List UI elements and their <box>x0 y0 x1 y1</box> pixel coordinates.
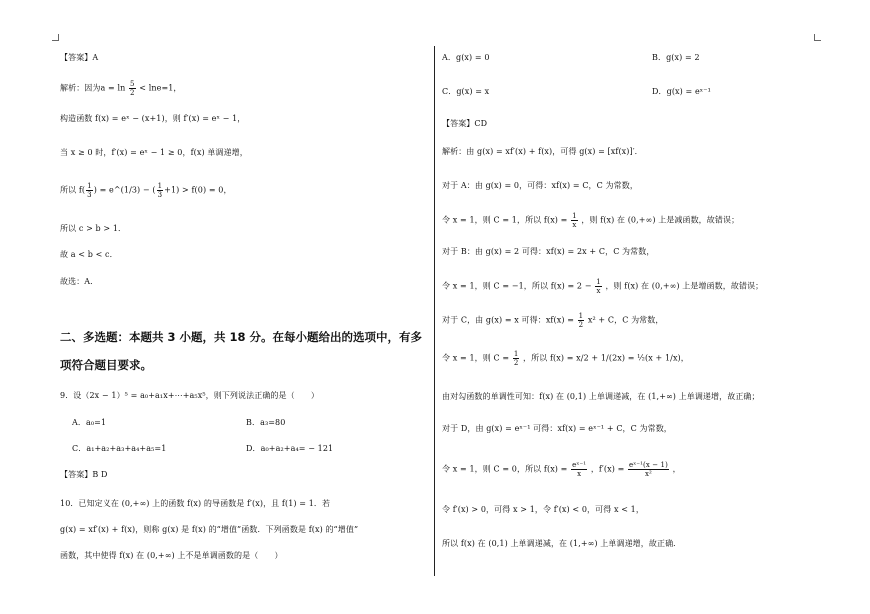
solution-line-6: 故 a < b < c． <box>60 250 118 259</box>
analysis-line-11: 令 f′(x) > 0，可得 x > 1，令 f′(x) < 0，可得 x < 1， <box>442 505 644 514</box>
q10-option-a: A．g(x) = 0 <box>442 53 490 62</box>
section-heading: 二、多选题：本题共 3 小题，共 18 分。在每小题给出的选项中，有多 <box>60 330 423 344</box>
q9-option-d: D．a₀+a₂+a₄= − 121 <box>246 444 334 453</box>
analysis-line-1: 解析：由 g(x) = xf′(x) + f(x)，可得 g(x) = [xf(x)]′． <box>442 147 643 156</box>
section-heading-cont: 项符合题目要求。 <box>60 358 152 372</box>
q9-answer: 【答案】B D <box>60 470 108 479</box>
question-9: 9．设（2x − 1）⁵ = a₀+a₁x+⋯+a₅x⁵，则下列说法正确的是（ ） <box>60 391 320 400</box>
solution-line-1: 解析：因为a = ln $\frac{5}{2}$ < lne=1， <box>60 80 182 97</box>
analysis-line-6: 对于 C，由 g(x) = x 可得：xf(x) = $\frac{1}{2}$ x² + C，C 为常数， <box>442 312 664 329</box>
column-divider <box>434 46 435 576</box>
question-10-line-1: 10．已知定义在 (0,+∞) 上的函数 f(x) 的导函数是 f′(x)，且 f(1) = 1．若 <box>60 499 331 508</box>
analysis-line-4: 对于 B：由 g(x) = 2 可得：xf(x) = 2x + C，C 为常数， <box>442 247 655 256</box>
answer-label: 【答案】A <box>60 53 99 62</box>
analysis-line-3: 令 x = 1，则 C = 1，所以 f(x) = $\frac{1}{x}$ ，则 f(x) 在 (0,+∞) 上是减函数，故错误； <box>442 212 740 229</box>
analysis-line-5: 令 x = 1，则 C = −1，所以 f(x) = 2 − $\frac{1}{x}$ ，则 f(x) 在 (0,+∞) 上是增函数，故错误； <box>442 278 764 295</box>
crop-mark-top-right <box>814 34 821 41</box>
analysis-line-2: 对于 A：由 g(x) = 0，可得：xf(x) = C，C 为常数， <box>442 181 638 190</box>
solution-line-7: 故选：A． <box>60 277 99 286</box>
analysis-line-9: 对于 D，由 g(x) = eˣ⁻¹ 可得：xf(x) = eˣ⁻¹ + C，C 为常数， <box>442 424 672 433</box>
q9-option-a: A．a₀=1 <box>72 418 107 427</box>
analysis-line-8: 由对勾函数的单调性可知：f(x) 在 (0,1) 上单调递减，在 (1,+∞) 上单调递增，故正确； <box>442 392 760 401</box>
solution-line-2: 构造函数 f(x) = eˣ − (x+1)，则 f′(x) = eˣ − 1， <box>60 114 246 123</box>
solution-line-5: 所以 c > b > 1． <box>60 224 127 233</box>
q10-option-b: B．g(x) = 2 <box>652 53 700 62</box>
analysis-line-10: 令 x = 1，则 C = 0，所以 f(x) = $\frac{\text{eˣ⁻¹}}{x}$ ，f′(x) = $\frac{\text{eˣ⁻¹(x − 1)}}{\text{x²}}$ ， <box>442 461 681 478</box>
question-10-line-3: 函数，其中使得 f(x) 在 (0,+∞) 上不是单调函数的是（ ） <box>60 551 283 560</box>
q9-option-c: C．a₁+a₂+a₃+a₄+a₅=1 <box>72 444 167 453</box>
crop-mark-top-left <box>52 34 59 41</box>
analysis-line-7: 令 x = 1，则 C = $\frac{1}{2}$ ，所以 f(x) = x/2 + 1/(2x) = ½(x + 1/x)， <box>442 350 689 367</box>
q9-option-b: B．a₃=80 <box>246 418 286 427</box>
solution-line-4: 所以 f( $\frac{1}{3}$ ) = e^(1/3) − ( $\frac{1}{3}$ +1) > f(0) = 0， <box>60 182 232 199</box>
question-10-line-2: g(x) = xf′(x) + f(x)，则称 g(x) 是 f(x) 的“增值”函数．下列函数是 f(x) 的“增值” <box>60 525 359 534</box>
solution-line-3: 当 x ≥ 0 时，f′(x) = eˣ − 1 ≥ 0，f(x) 单调递增， <box>60 148 248 157</box>
q10-option-d: D．g(x) = eˣ⁻¹ <box>652 87 711 96</box>
analysis-line-12: 所以 f(x) 在 (0,1) 上单调递减，在 (1,+∞) 上单调递增，故正确． <box>442 539 682 548</box>
q10-option-c: C．g(x) = x <box>442 87 490 96</box>
q10-answer: 【答案】CD <box>442 119 488 128</box>
